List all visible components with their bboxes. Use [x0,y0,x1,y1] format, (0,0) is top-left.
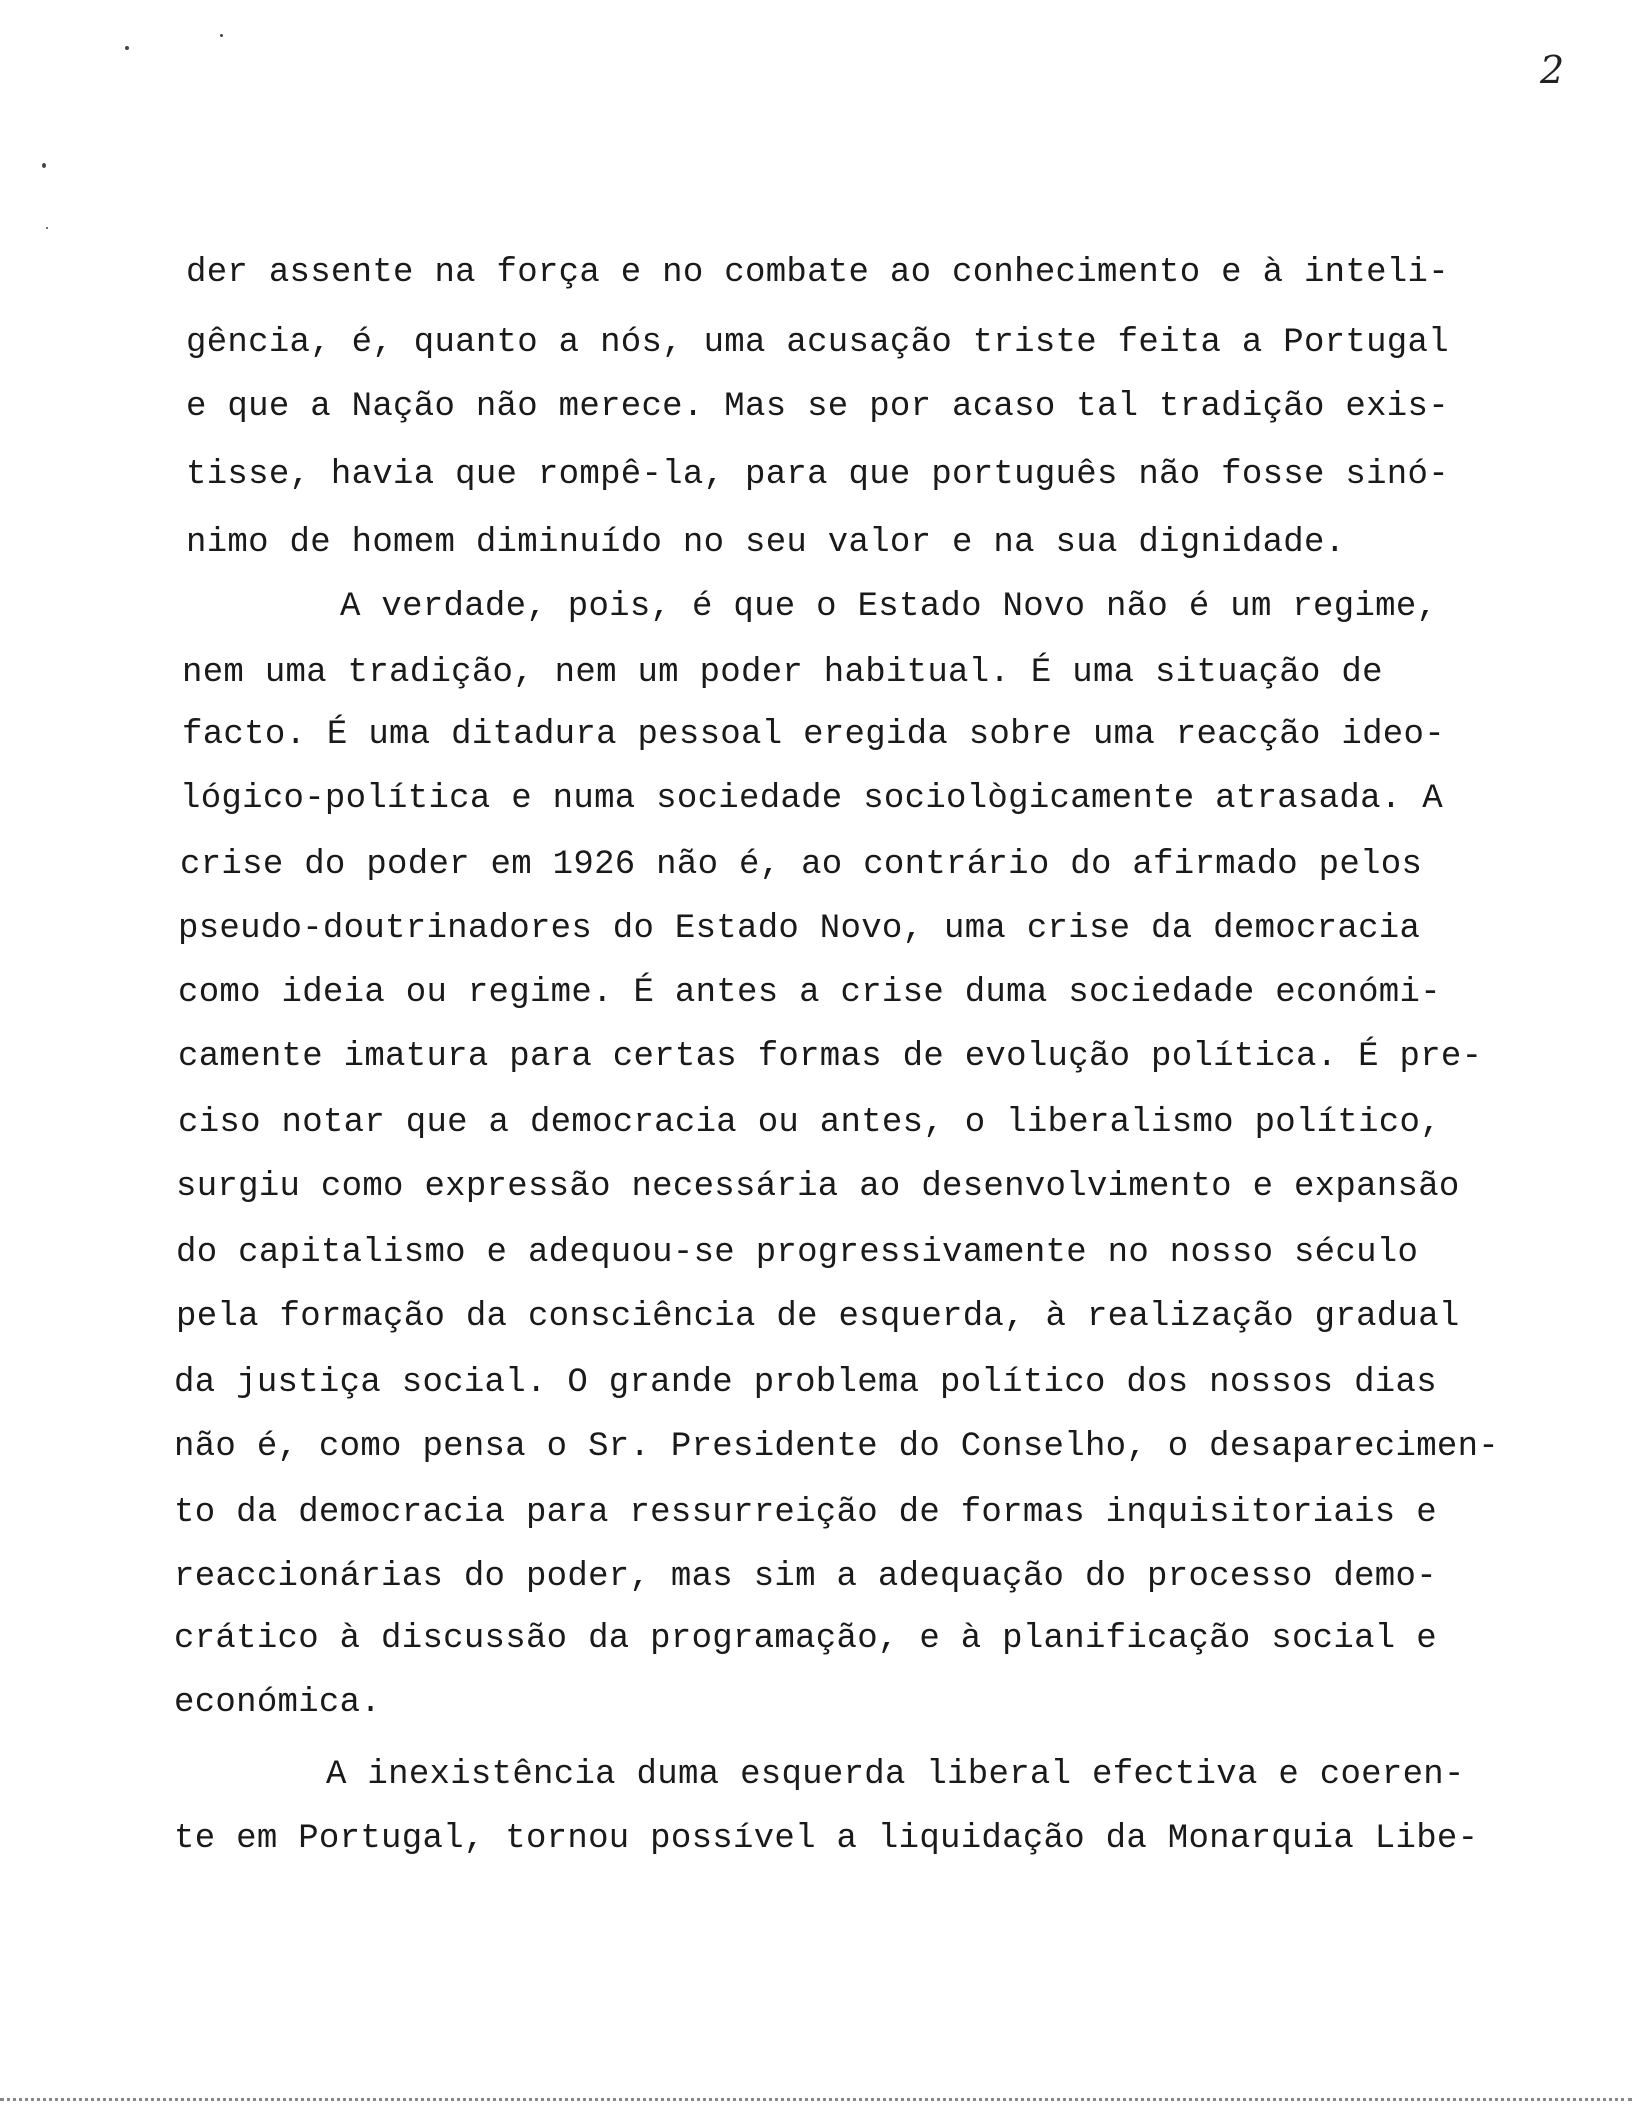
text-line: nimo de homem diminuído no seu valor e na sua dignidade. [186,524,1346,562]
text-line: reaccionárias do poder, mas sim a adequação do processo demo- [174,1558,1437,1596]
text-line: do capitalismo e adequou-se progressivamente no nosso século [176,1234,1419,1272]
text-line: facto. É uma ditadura pessoal eregida sobre uma reacção ideo- [182,716,1445,754]
text-line: lógico-política e numa sociedade sociològicamente atrasada. A [180,780,1443,818]
text-line: tisse, havia que rompê-la, para que português não fosse sinó- [186,456,1449,494]
text-line: A inexistência duma esquerda liberal efectiva e coeren- [326,1756,1465,1794]
text-line: surgiu como expressão necessária ao desenvolvimento e expansão [176,1168,1460,1206]
page-number: 2 [1540,48,1565,92]
text-line: nem uma tradição, nem um poder habitual. É uma situação de [182,654,1383,692]
text-line: económica. [174,1684,382,1722]
scan-speck [46,227,48,229]
text-line: A verdade, pois, é que o Estado Novo não é um regime, [340,588,1438,626]
text-line: pela formação da consciência de esquerda, à realização gradual [176,1298,1460,1336]
text-line: como ideia ou regime. É antes a crise duma sociedade económi- [178,974,1441,1012]
scan-speck [220,34,223,37]
text-line: to da democracia para ressurreição de formas inquisitoriais e [174,1494,1437,1532]
text-line: crise do poder em 1926 não é, ao contrário do afirmado pelos [180,846,1423,884]
scan-speck [125,46,129,50]
text-line: não é, como pensa o Sr. Presidente do Conselho, o desaparecimen- [174,1428,1500,1466]
text-line: te em Portugal, tornou possível a liquidação da Monarquia Libe- [174,1820,1479,1858]
text-line: der assente na força e no combate ao conhecimento e à inteli- [186,254,1449,292]
text-line: da justiça social. O grande problema político dos nossos dias [174,1364,1437,1402]
scan-bottom-edge [0,2098,1632,2101]
text-line: ciso notar que a democracia ou antes, o liberalismo político, [178,1104,1441,1142]
text-line: pseudo-doutrinadores do Estado Novo, uma crise da democracia [178,910,1421,948]
text-line: e que a Nação não merece. Mas se por acaso tal tradição exis- [186,388,1449,426]
text-line: crático à discussão da programação, e à planificação social e [174,1620,1437,1658]
text-line: gência, é, quanto a nós, uma acusação triste feita a Portugal [186,324,1449,362]
text-line: camente imatura para certas formas de evolução política. É pre- [178,1038,1483,1076]
scan-speck [42,163,46,168]
